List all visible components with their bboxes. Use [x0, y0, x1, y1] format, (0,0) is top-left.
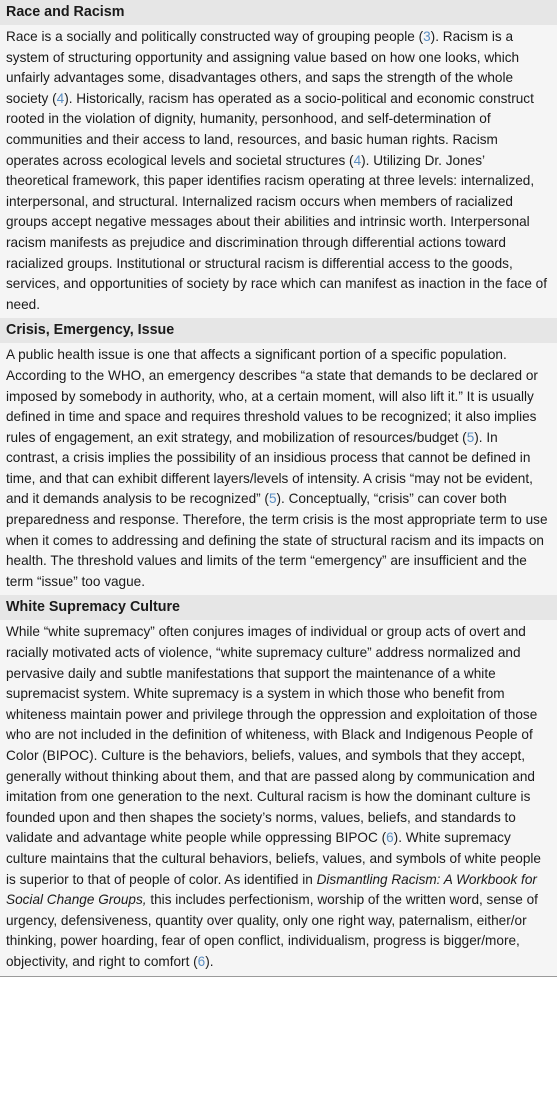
section-heading-row — [0, 595, 557, 620]
reference-link[interactable]: 5 — [268, 491, 277, 507]
text-run: ). Racism is a system of structuring opportunity and assigning value based on how one looks, which unfairly advantages some, disadvantages others, and saps the strength of the whole society ( — [6, 29, 520, 106]
table-bottom-rule — [0, 976, 557, 977]
text-run: ). Conceptually, “crisis” can cover both preparedness and response. Therefore, the term crisis is the most appropriate term to use when it comes to addressing and defining the state of structural racism and its impacts on health. The threshold values and limits of the term “emergency” are insufficient and the term “issue” too vague. — [6, 491, 548, 589]
text-run: ). White supremacy culture maintains that the cultural behaviors, beliefs, values, and symbols of white people is superior to that of people of color. As identified in — [6, 830, 541, 887]
text-run: Race is a socially and politically constructed way of grouping people ( — [6, 29, 424, 44]
section-heading: White Supremacy Culture — [6, 599, 180, 616]
text-run: ). Utilizing Dr. Jones’ theoretical framework, this paper identifies racism operating at three levels: internalized, interpersonal, and structural. Internalized racism occurs when members of racialized groups accept negative messages about their abilities and intrinsic worth. Interpersonal racism manifests as prejudice and discrimination through differential actions toward racialized groups. Institutional or structural racism is differential access to the goods, services, and opportunities of society by race which can manifest as inaction in the face of need. — [6, 152, 548, 312]
section-heading: Race and Racism — [6, 4, 125, 20]
book-title: Dismantling Racism: A Workbook for Social Change Groups, — [6, 871, 537, 908]
text-run: this includes perfectionism, worship of the written word, sense of urgency, defensiveness, quantity over quality, only one right way, paternalism, either/or thinking, power hoarding, fear of open conflict, individualism, progress is bigger/more, objectivity, and right to comfort ( — [6, 892, 538, 969]
section-heading-row — [0, 318, 557, 343]
reference-link[interactable]: 5 — [466, 429, 475, 445]
text-run: A public health issue is one that affects a significant portion of a specific population. According to the WHO, an emergency describes “a state that demands to be declared or imposed by somebody in authority, who, at a certain moment, will also lift it.” It is usually defined in time and space and requires threshold values to be recognized; it also implies rules of engagement, an exit strategy, and mobilization of resources/budget ( — [6, 347, 538, 445]
reference-link[interactable]: 6 — [386, 830, 394, 846]
section-heading: Crisis, Emergency, Issue — [6, 322, 175, 339]
section-body-row — [0, 343, 557, 595]
section-body-row — [0, 25, 557, 318]
reference-link[interactable]: 4 — [56, 90, 65, 106]
text-run: ). — [205, 953, 214, 969]
section-paragraph — [6, 345, 551, 592]
section-body-row — [0, 620, 557, 975]
reference-link[interactable]: 6 — [197, 953, 206, 969]
reference-link[interactable]: 4 — [353, 152, 362, 168]
section-paragraph — [6, 27, 551, 315]
text-run: ). In contrast, a crisis implies the possibility of an insidious process that cannot be defined in time, and that can exhibit different layers/levels of intensity. A crisis “may not be evident, and it demands analysis to be recognized” ( — [6, 429, 533, 507]
reference-link[interactable]: 3 — [423, 29, 431, 44]
text-run: While “white supremacy” often conjures images of individual or group acts of overt and racially motivated acts of violence, “white supremacy culture” address normalized and pervasive daily and subtle manifestations that support the maintenance of a white supremacist system. White supremacy is a system in which those who benefit from whiteness maintain power and privilege through the oppression and exploitation of those who are not included in the definition of whiteness, with Black and Indigenous People of Color (BIPOC). Culture is the behaviors, beliefs, values, and symbols that they accept, generally without thinking about them, and that are passed along by communication and imitation from one generation to the next. Cultural racism is how the dominant culture is founded upon and then shapes the society’s norms, values, beliefs, and standards to validate and advantage white people while oppressing BIPOC ( — [6, 624, 538, 846]
text-run: ). Historically, racism has operated as a socio-political and economic construct rooted in the violation of dignity, humanity, personhood, and self-determination of communities and their access to land, resources, and basic human rights. Racism operates across ecological levels and societal structures ( — [6, 90, 534, 168]
section-paragraph — [6, 622, 551, 972]
section-heading-row — [0, 0, 557, 25]
